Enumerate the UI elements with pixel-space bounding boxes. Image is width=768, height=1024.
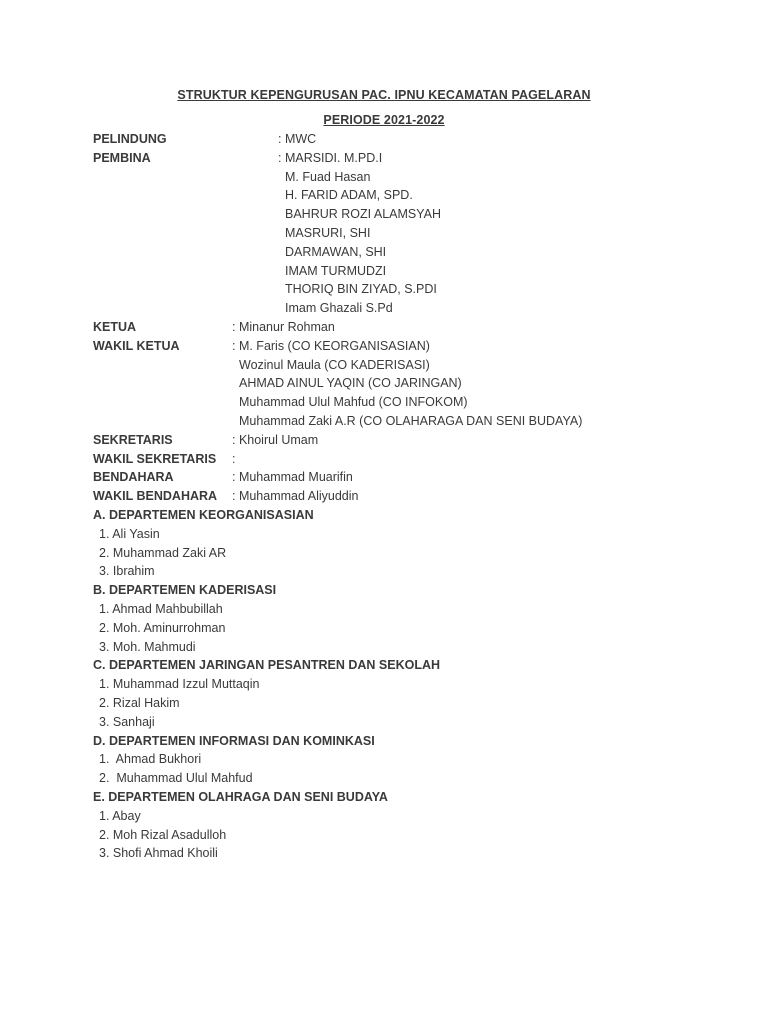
ketua-label: KETUA	[93, 320, 137, 334]
wakil-bendahara-row	[0, 487, 768, 506]
period-title: PERIODE 2021-2022	[323, 113, 445, 127]
department-member-text: 2. Muhammad Ulul Mahfud	[99, 771, 253, 786]
pembina-value: : MARSIDI. M.PD.I	[278, 150, 383, 165]
wakil-ketua-item-text: Muhammad Zaki A.R (CO OLAHARAGA DAN SENI BUDAYA)	[239, 414, 583, 428]
pembina-item-text: BAHRUR ROZI ALAMSYAH	[285, 207, 442, 222]
department-member-text: 2. Moh. Aminurrohman	[99, 620, 226, 635]
department-member	[0, 600, 768, 619]
department-member	[0, 525, 768, 544]
department-heading	[0, 732, 768, 751]
wakil-sekretaris-row	[0, 450, 768, 469]
sekretaris-value: : Khoirul Umam	[232, 432, 319, 447]
pelindung-row	[0, 130, 768, 149]
wakil-ketua-item-text: Wozinul Maula (CO KADERISASI)	[239, 357, 430, 372]
bendahara-label: BENDAHARA	[93, 470, 174, 485]
department-member	[0, 694, 768, 713]
department-heading-text: A. DEPARTEMEN KEORGANISASIAN	[93, 508, 314, 522]
pembina-item	[0, 299, 768, 318]
wakil-sekretaris-value: :	[232, 451, 236, 466]
department-heading	[0, 506, 768, 525]
department-member-text: 2. Moh Rizal Asadulloh	[99, 827, 227, 842]
department-member-text: 3. Ibrahim	[99, 564, 155, 579]
pembina-item-text: MASRURI, SHI	[285, 226, 371, 240]
department-member	[0, 544, 768, 563]
department-member-text: 2. Rizal Hakim	[99, 696, 180, 710]
pelindung-label: PELINDUNG	[93, 132, 167, 146]
pembina-item-text: Imam Ghazali S.Pd	[285, 301, 393, 316]
pembina-item	[0, 168, 768, 187]
wakil-ketua-row	[0, 337, 768, 356]
department-heading-text: B. DEPARTEMEN KADERISASI	[93, 583, 277, 598]
wakil-ketua-item	[0, 393, 768, 412]
department-heading-text: E. DEPARTEMEN OLAHRAGA DAN SENI BUDAYA	[93, 790, 388, 804]
pembina-item-text: M. Fuad Hasan	[285, 169, 371, 184]
department-member-text: 1. Ahmad Bukhori	[99, 752, 202, 767]
pembina-item	[0, 186, 768, 205]
department-member	[0, 619, 768, 638]
department-member-text: 1. Ali Yasin	[99, 526, 160, 541]
department-member-text: 3. Shofi Ahmad Khoili	[99, 846, 218, 861]
department-member	[0, 638, 768, 657]
pembina-item-text: IMAM TURMUDZI	[285, 263, 387, 278]
department-heading	[0, 581, 768, 600]
pembina-item	[0, 262, 768, 281]
pembina-item-text: DARMAWAN, SHI	[285, 244, 387, 259]
pembina-item-text: THORIQ BIN ZIYAD, S.PDI	[285, 282, 437, 297]
document-title: STRUKTUR KEPENGURUSAN PAC. IPNU KECAMATAN PAGELARAN	[177, 88, 591, 102]
wakil-sekretaris-label: WAKIL SEKRETARIS	[93, 451, 217, 466]
wakil-ketua-item	[0, 412, 768, 431]
pembina-row	[0, 149, 768, 168]
department-heading-text: C. DEPARTEMEN JARINGAN PESANTREN DAN SEKOLAH	[93, 658, 441, 673]
pembina-item	[0, 205, 768, 224]
wakil-ketua-item	[0, 374, 768, 393]
bendahara-row	[0, 468, 768, 487]
pembina-item-text: H. FARID ADAM, SPD.	[285, 188, 413, 203]
bendahara-value: : Muhammad Muarifin	[232, 470, 353, 485]
department-member-text: 2. Muhammad Zaki AR	[99, 545, 227, 560]
sekretaris-label: SEKRETARIS	[93, 432, 173, 447]
pembina-item	[0, 243, 768, 262]
department-member	[0, 713, 768, 732]
wakil-ketua-value: : M. Faris (CO KEORGANISASIAN)	[232, 338, 430, 353]
department-member-text: 3. Sanhaji	[99, 714, 155, 729]
wakil-ketua-label: WAKIL KETUA	[93, 338, 180, 353]
department-heading	[0, 788, 768, 807]
department-member-text: 1. Muhammad Izzul Muttaqin	[99, 677, 260, 692]
department-member-text: 1. Abay	[99, 808, 141, 823]
wakil-ketua-item	[0, 356, 768, 375]
ketua-row	[0, 318, 768, 337]
sekretaris-row	[0, 431, 768, 450]
pelindung-value: : MWC	[278, 132, 317, 146]
wakil-ketua-item-text: AHMAD AINUL YAQIN (CO JARINGAN)	[239, 376, 462, 391]
pembina-item	[0, 224, 768, 243]
department-member	[0, 675, 768, 694]
pembina-label: PEMBINA	[93, 150, 151, 165]
wakil-bendahara-label: WAKIL BENDAHARA	[93, 489, 218, 504]
department-member	[0, 562, 768, 581]
department-member	[0, 750, 768, 769]
wakil-ketua-item-text: Muhammad Ulul Mahfud (CO INFOKOM)	[239, 395, 468, 410]
department-member	[0, 844, 768, 863]
pembina-item	[0, 280, 768, 299]
department-member	[0, 769, 768, 788]
department-heading-text: D. DEPARTEMEN INFORMASI DAN KOMINKASI	[93, 733, 375, 748]
department-member-text: 3. Moh. Mahmudi	[99, 639, 196, 654]
department-member	[0, 807, 768, 826]
ketua-value: : Minanur Rohman	[232, 320, 335, 334]
department-member	[0, 826, 768, 845]
wakil-bendahara-value: : Muhammad Aliyuddin	[232, 489, 359, 504]
department-heading	[0, 656, 768, 675]
department-member-text: 1. Ahmad Mahbubillah	[99, 602, 223, 616]
